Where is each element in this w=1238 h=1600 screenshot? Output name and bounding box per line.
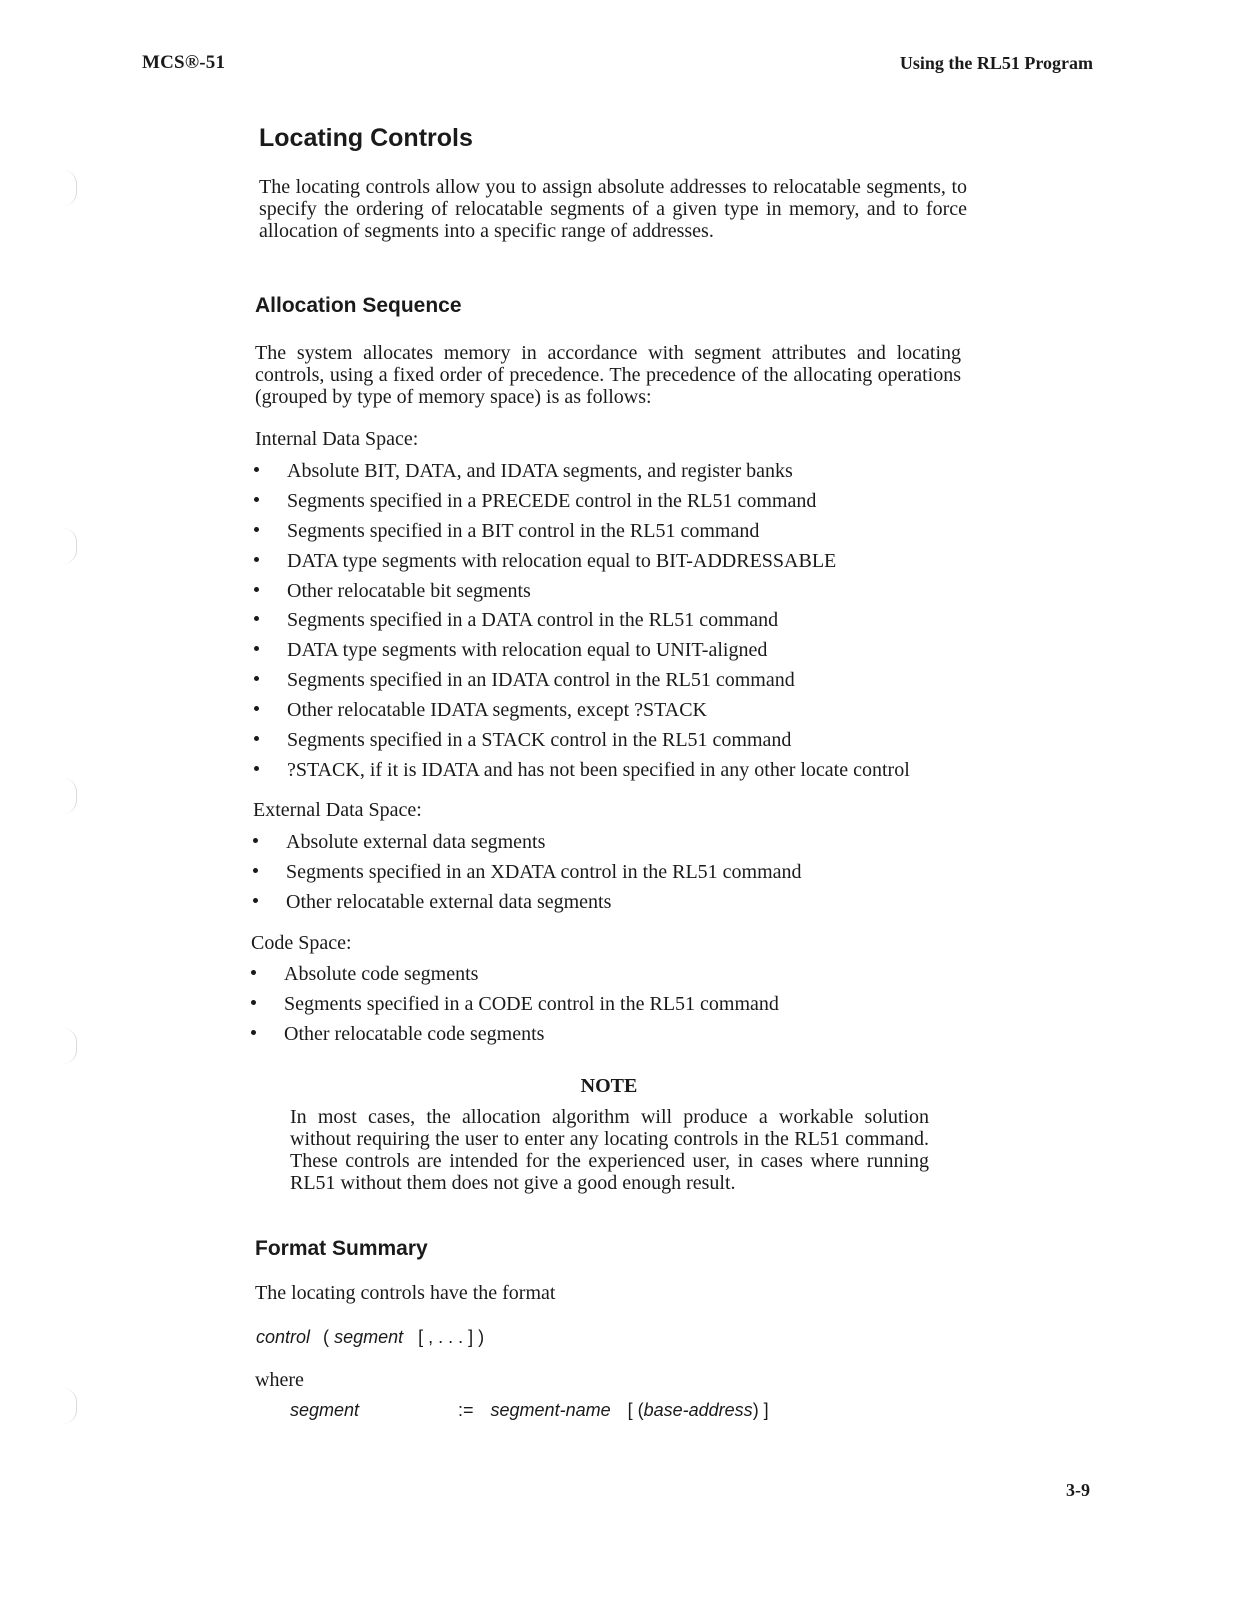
list-item-text: Absolute code segments (284, 963, 479, 985)
list-item-text: Absolute external data segments (286, 831, 546, 853)
definition-segment-name: segment-name (490, 1400, 611, 1420)
list-item-text: Segments specified in an IDATA control in the RL51 command (287, 669, 795, 692)
bullet-icon (251, 970, 256, 975)
header-chapter: Using the RL51 Program (899, 53, 1093, 73)
syntax-line (256, 1327, 484, 1348)
bullet-icon (251, 1030, 256, 1035)
bullet-icon (254, 527, 259, 532)
list-item (254, 459, 910, 489)
bullet-icon (253, 868, 258, 873)
list-item (254, 638, 910, 668)
intro-paragraph: The locating controls allow you to assign absolute addresses to relocatable segments, to specify the ordering of relocatable segments of a given type in memory, and to force allocation of segments into a specific range of addresses. (259, 176, 967, 242)
bullet-icon (253, 838, 258, 843)
list-item-text: Other relocatable code segments (284, 1022, 545, 1045)
punch-hole-mark (62, 778, 77, 814)
list-item (254, 608, 910, 638)
list-item (254, 549, 910, 579)
bullet-icon (254, 557, 259, 562)
allocation-heading: Allocation Sequence (255, 294, 462, 317)
syntax-repeat: [ , . . . ] ) (418, 1327, 485, 1347)
definition-line (290, 1400, 359, 1421)
bullet-icon (254, 497, 259, 502)
list-item (251, 962, 779, 992)
list-item-text: DATA type segments with relocation equal to BIT-ADDRESSABLE (287, 549, 837, 572)
list-item (251, 992, 779, 1022)
list-item (254, 668, 910, 698)
list-item-text: DATA type segments with relocation equal to UNIT-aligned (287, 639, 768, 662)
list-item (254, 698, 910, 728)
list-item (253, 890, 802, 920)
bullet-icon (254, 646, 259, 651)
bullet-icon (254, 676, 259, 681)
bullet-icon (254, 706, 259, 711)
list-item-text: Segments specified in a CODE control in the RL51 command (284, 992, 779, 1015)
list-item (251, 1022, 779, 1052)
list-item-text: Other relocatable bit segments (287, 579, 531, 602)
list-item (254, 758, 910, 788)
code-space-list (251, 962, 779, 1052)
allocation-paragraph: The system allocates memory in accordance with segment attributes and locating controls, using a fixed order of precedence. The precedence of the allocating operations (grouped by type of memory space) is as follows: (255, 342, 961, 408)
list-item-text: Segments specified in a BIT control in the RL51 command (287, 519, 760, 542)
syntax-segment: segment (334, 1327, 404, 1347)
list-item-text: Segments specified in a STACK control in the RL51 command (287, 729, 792, 752)
bullet-icon (254, 467, 259, 472)
punch-hole-mark (62, 1388, 77, 1424)
bullet-icon (254, 587, 259, 592)
definition-body (458, 1400, 769, 1421)
list-item-text: ?STACK, if it is IDATA and has not been specified in any other locate control (287, 758, 910, 781)
bullet-icon (253, 898, 258, 903)
code-space-label: Code Space: (251, 932, 352, 954)
page-number: 3-9 (1066, 1480, 1090, 1500)
bullet-icon (254, 766, 259, 771)
page-title: Locating Controls (259, 124, 473, 152)
list-item (254, 519, 910, 549)
list-item-text: Segments specified in an XDATA control in the RL51 command (286, 860, 802, 883)
internal-space-label: Internal Data Space: (255, 428, 419, 450)
punch-hole-mark (62, 170, 77, 206)
definition-close: ) ] (752, 1400, 769, 1420)
list-item-text: Other relocatable IDATA segments, except ?STACK (287, 699, 707, 722)
list-item (254, 728, 910, 758)
punch-hole-mark (62, 528, 77, 564)
list-item-text: Segments specified in a PRECEDE control in the RL51 command (287, 489, 817, 512)
definition-operator: := (458, 1400, 474, 1420)
definition-term: segment (290, 1400, 360, 1420)
bullet-icon (251, 1000, 256, 1005)
bullet-icon (254, 616, 259, 621)
list-item (254, 489, 910, 519)
where-label: where (255, 1369, 304, 1391)
note-title: NOTE (580, 1075, 638, 1097)
list-item-text: Other relocatable external data segments (286, 890, 612, 913)
list-item-text: Segments specified in a DATA control in the RL51 command (287, 609, 779, 632)
list-item (254, 579, 910, 609)
header-product: MCS®-51 (142, 52, 226, 73)
note-text: In most cases, the allocation algorithm will produce a workable solution without requiring the user to enter any locating controls in the RL51 command. These controls are intended for the experienced user, in cases where running RL51 without them does not give a good enough result. (290, 1106, 929, 1194)
list-item (253, 860, 802, 890)
external-space-label: External Data Space: (253, 799, 422, 821)
syntax-open-paren: ( (323, 1327, 330, 1347)
definition-open: [ ( (627, 1400, 644, 1420)
syntax-control: control (256, 1327, 311, 1347)
internal-space-list (254, 459, 910, 788)
external-space-list (253, 830, 802, 920)
punch-hole-mark (62, 1028, 77, 1064)
list-item-text: Absolute BIT, DATA, and IDATA segments, and register banks (287, 460, 793, 482)
bullet-icon (254, 736, 259, 741)
definition-base-address: base-address (643, 1400, 753, 1420)
format-heading: Format Summary (255, 1237, 428, 1260)
list-item (253, 830, 802, 860)
format-intro: The locating controls have the format (255, 1282, 556, 1304)
